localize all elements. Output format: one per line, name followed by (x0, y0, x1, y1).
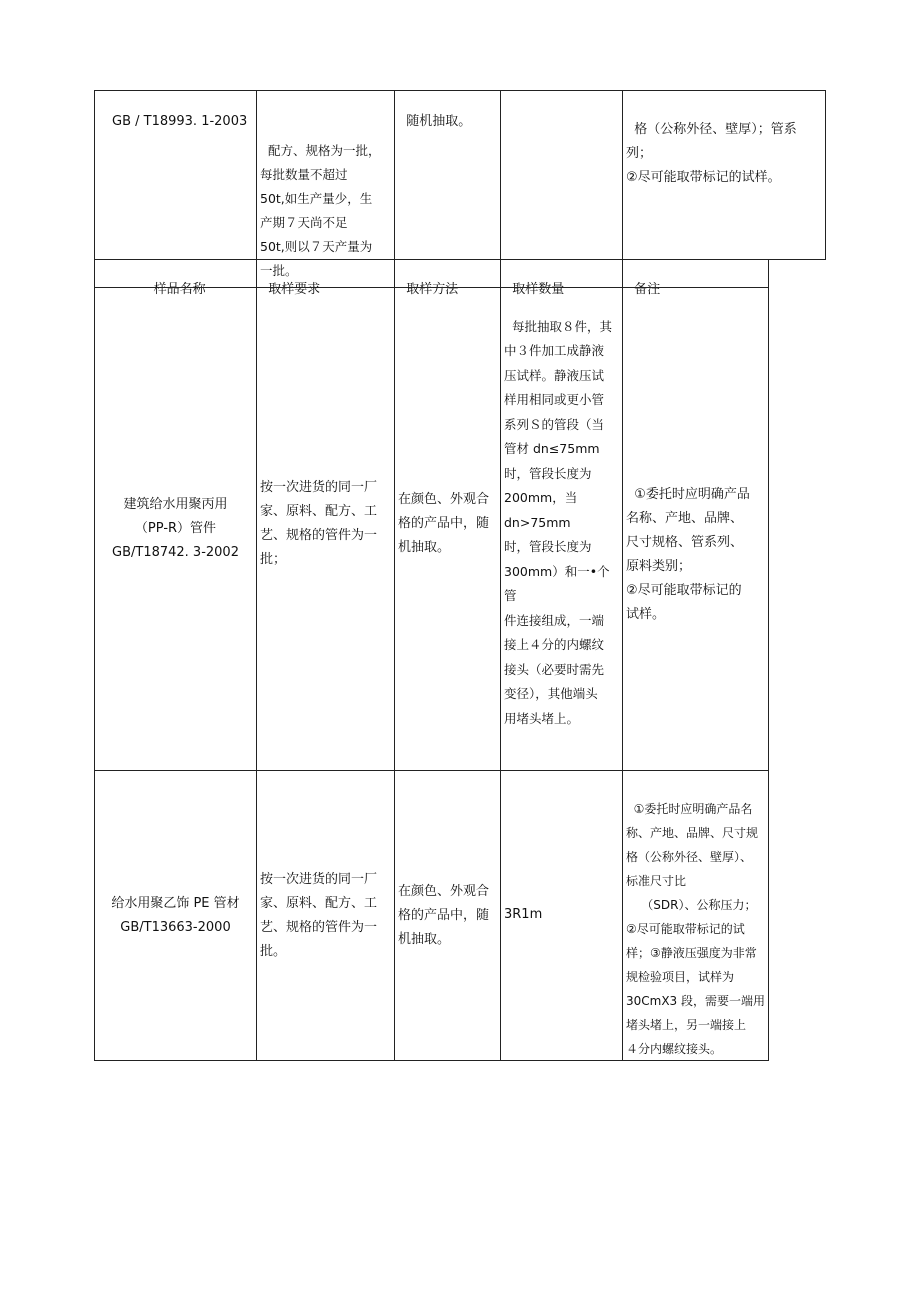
header-name: 样品名称 (153, 282, 206, 297)
table-row-1-quantity-cell (500, 287, 623, 771)
table-row-2-requirement-cell (256, 770, 395, 1061)
table-row-2-remark: ①委托时应明确产品名 称、产地、品牌、尺寸规 格（公称外径、壁厚）、 标准尺寸比 （SDR）、公称压力； ②尽可能取带标记的试 样；③静液压强度为非常 规检验项目，试样为 30CmX3 段，需要一端用 堵头堵上，另一端接上 ４分内螺纹接头。 (626, 802, 766, 1056)
continuation-quantity-cell (500, 90, 623, 260)
header-method-cell (394, 259, 501, 297)
continuation-requirement-cell (256, 90, 395, 278)
continuation-standard: GB / T18993. 1-2003 (112, 114, 248, 129)
table-row-2-remark-cell (622, 770, 769, 1061)
table-row-1-quantity: 每批抽取８件，其 中３件加工成静液 压试样。静液压试 样用相同或更小管 系列Ｓ的管段（当 管材 dn≤75mm 时，管段长度为 200mm，当 dn>75mm 时，管段长度为 300mm）和一•个管 件连接组成，一端 接上４分的内螺纹 接头（必要时需先 变径），其他端头 用堵头堵上。 (504, 318, 612, 726)
table-row-1-requirement-cell (256, 287, 395, 771)
header-method: 取样方法 (406, 282, 459, 297)
header-requirement-cell (256, 259, 395, 297)
table-row-2-quantity: 3R1m (504, 906, 543, 922)
table-row-1-name-cell (94, 287, 257, 771)
table-row-1-method: 在颜色、外观合 格的产品中，随 机抽取。 (398, 492, 490, 555)
table-row-2-method: 在颜色、外观合 格的产品中，随 机抽取。 (398, 883, 490, 947)
table-row-2-name-cell (94, 770, 257, 1061)
header-remark: 备注 (634, 282, 661, 297)
continuation-standard-cell (94, 90, 257, 260)
header-quantity: 取样数量 (512, 282, 565, 297)
header-name-cell (94, 259, 257, 297)
table-row-2-requirement: 按一次进货的同一厂 家、原料、配方、工 艺、规格的管件为一 批。 (260, 871, 378, 959)
table-row-1-requirement: 按一次进货的同一厂 家、原料、配方、工 艺、规格的管件为一 批； (260, 480, 378, 567)
header-remark-cell (622, 259, 769, 297)
continuation-requirement: 配方、规格为一批， 每批数量不超过 50t,如生产量少，生 产期７天尚不足 50t,则以７天产量为 一批。 (260, 143, 381, 278)
table-row-1-remark-cell (622, 287, 769, 771)
table-row-1-method-cell (394, 287, 501, 771)
table-row-1-remark: ①委托时应明确产品 名称、产地、品牌、 尺寸规格、管系列、 原料类别； ②尽可能取带标记的 试样。 (626, 487, 750, 622)
continuation-remark-cell (622, 90, 826, 260)
header-quantity-cell (500, 259, 623, 297)
table-row-2-method-cell (394, 770, 501, 1061)
table-row-2-quantity-cell (500, 770, 623, 1061)
table-row-2-name: 给水用聚乙饰 PE 管材 GB/T13663-2000 (111, 895, 240, 935)
header-requirement: 取样要求 (268, 282, 321, 297)
table-row-1-name: 建筑给水用聚丙用 （PP-R）管件 GB/T18742. 3-2002 (112, 497, 239, 560)
continuation-remark: 格（公称外径、壁厚）；管系 列； ②尽可能取带标记的试样。 (626, 122, 797, 185)
continuation-method: 随机抽取。 (406, 114, 472, 129)
continuation-method-cell (394, 90, 501, 260)
